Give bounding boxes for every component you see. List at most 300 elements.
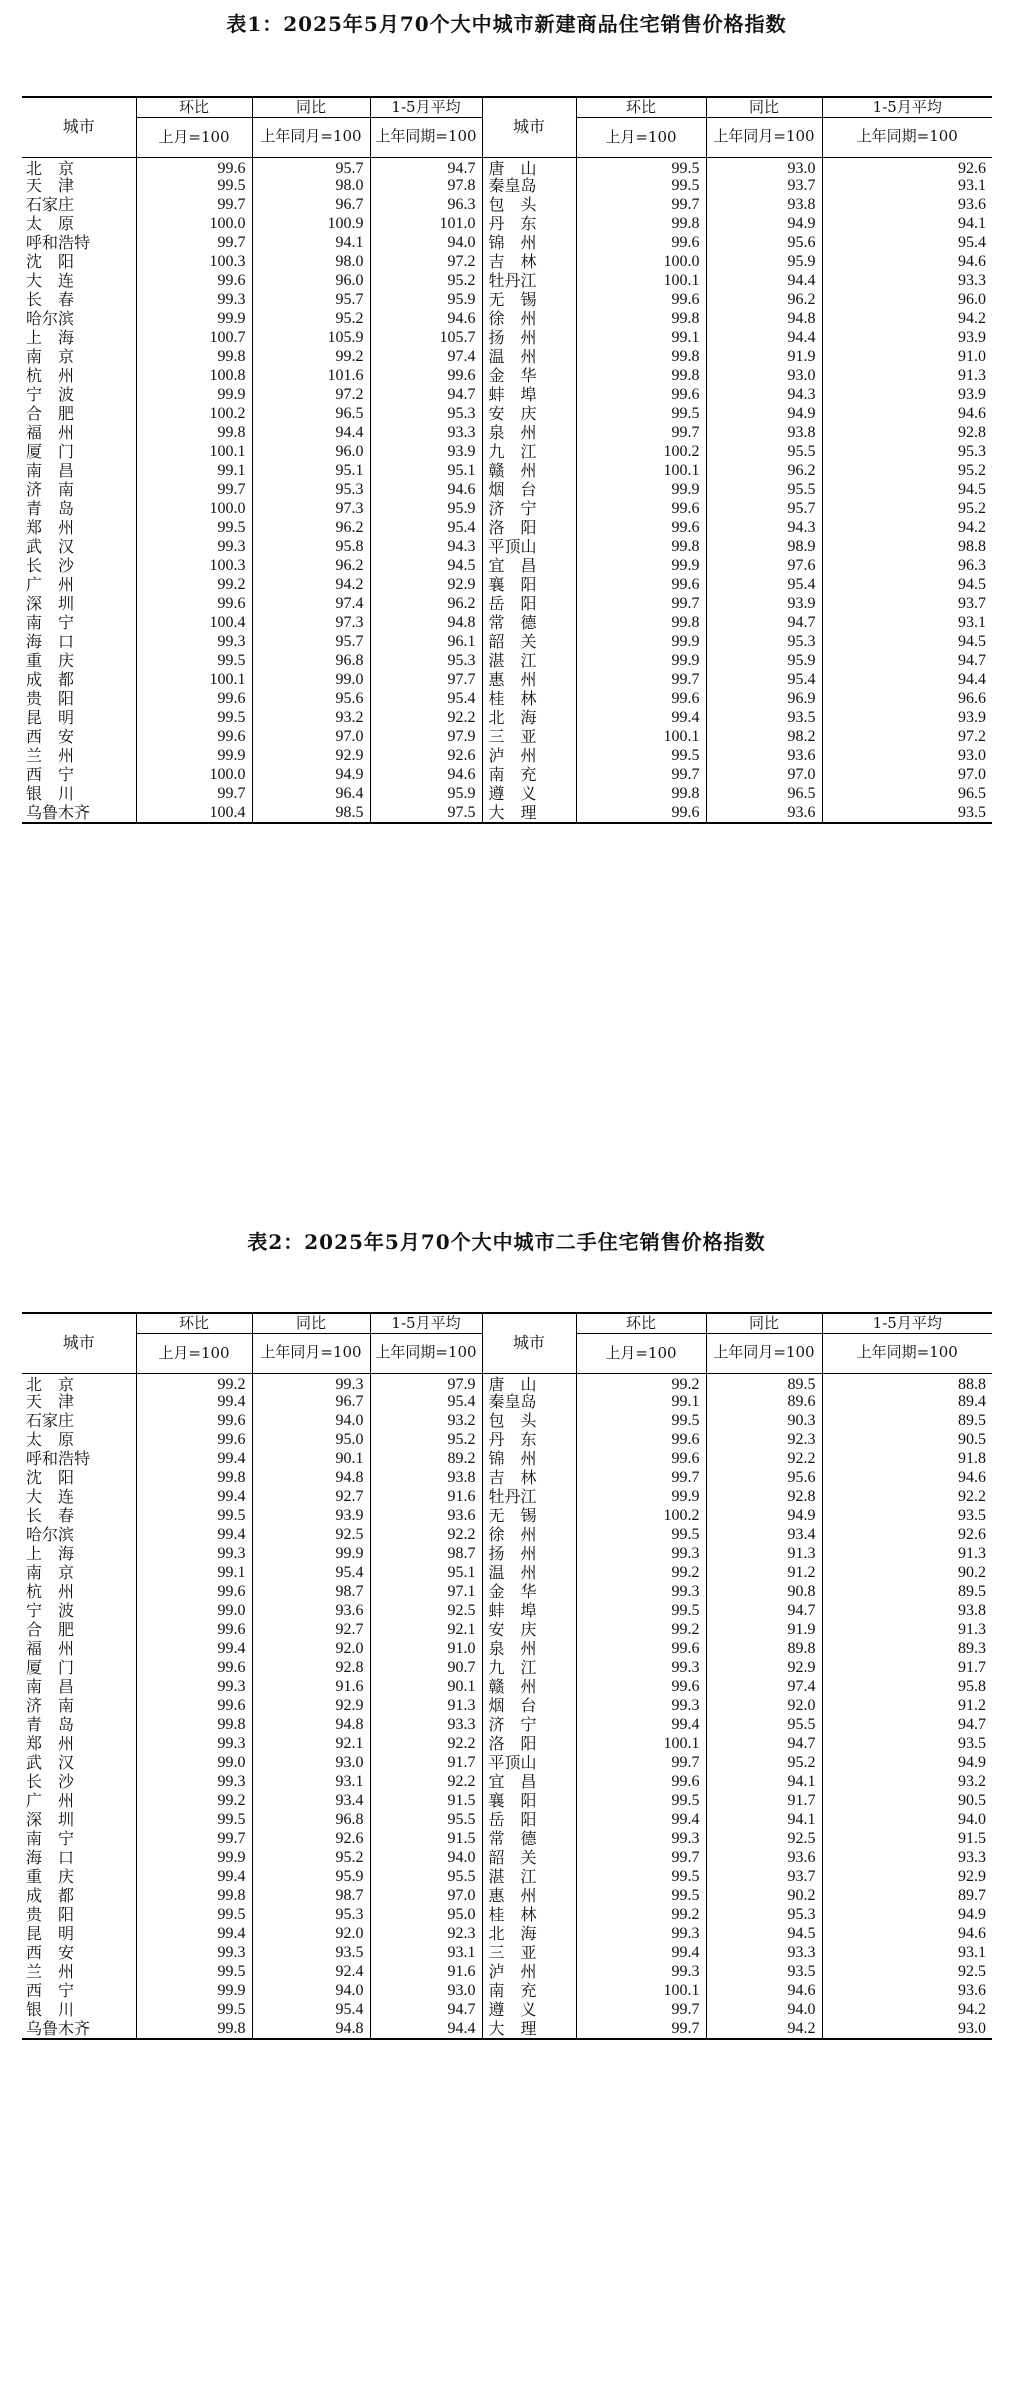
- avg-value: 93.1: [822, 614, 992, 633]
- avg-value: 95.2: [370, 272, 482, 291]
- mom-value: 99.5: [576, 1792, 706, 1811]
- avg-value: 91.3: [822, 1621, 992, 1640]
- mom-value: 99.6: [136, 690, 252, 709]
- city-name: 成 都: [26, 670, 75, 689]
- city-name: 赣 州: [482, 1678, 576, 1697]
- city-name: 北 海: [482, 709, 576, 728]
- yoy-value: 95.3: [706, 1906, 822, 1925]
- city-name: 合 肥: [26, 404, 75, 423]
- avg-value: 91.2: [822, 1697, 992, 1716]
- city-name: 济 南: [26, 480, 75, 499]
- avg-value: 88.8: [822, 1373, 992, 1393]
- mom-value: 99.5: [576, 157, 706, 177]
- yoy-value: 94.0: [252, 1412, 370, 1431]
- yoy-value: 94.9: [706, 1507, 822, 1526]
- mom-value: 100.1: [576, 1982, 706, 2001]
- avg-value: 94.5: [822, 576, 992, 595]
- mom-value: 99.6: [576, 291, 706, 310]
- mom-value: 99.9: [136, 386, 252, 405]
- table-row: [22, 1564, 992, 1583]
- yoy-value: 96.8: [252, 1811, 370, 1830]
- yoy-value: 92.5: [706, 1830, 822, 1849]
- mom-value: 99.7: [576, 196, 706, 215]
- mom-value: 99.8: [576, 538, 706, 557]
- yoy-value: 94.8: [706, 310, 822, 329]
- mom-value: 100.4: [136, 614, 252, 633]
- city-name: 三 亚: [482, 728, 576, 747]
- avg-value: 94.0: [822, 1811, 992, 1830]
- city-name: 上 海: [26, 1544, 75, 1563]
- mom-value: 99.6: [136, 1431, 252, 1450]
- yoy-value: 94.7: [706, 1735, 822, 1754]
- city-name: 太 原: [26, 1430, 75, 1449]
- table-row: [22, 557, 992, 576]
- city-name: 韶 关: [482, 1849, 576, 1868]
- yoy-value: 100.9: [252, 215, 370, 234]
- city-name: 秦皇岛: [482, 1393, 576, 1412]
- yoy-value: 95.5: [706, 443, 822, 462]
- mom-value: 99.4: [576, 1716, 706, 1735]
- mom-value: 99.2: [576, 1373, 706, 1393]
- city-name: 武 汉: [26, 537, 75, 556]
- mom-value: 99.4: [136, 1450, 252, 1469]
- avg-value: 94.2: [822, 519, 992, 538]
- mom-value: 99.7: [136, 1830, 252, 1849]
- city-name: 长 春: [26, 290, 75, 309]
- city-name: 重 庆: [26, 1867, 75, 1886]
- mom-value: 99.9: [136, 1982, 252, 2001]
- table-row: [22, 1393, 992, 1412]
- avg-value: 97.2: [370, 253, 482, 272]
- city-name: 包 头: [482, 1412, 576, 1431]
- city-name: 吉 林: [482, 253, 576, 272]
- avg_base-header: 上年同期=100: [822, 1333, 992, 1373]
- mom-value: 99.5: [136, 709, 252, 728]
- yoy-value: 96.2: [252, 519, 370, 538]
- city-name: 锦 州: [482, 1450, 576, 1469]
- yoy-value: 91.9: [706, 1621, 822, 1640]
- avg-value: 94.9: [822, 1754, 992, 1773]
- yoy-value: 95.7: [252, 633, 370, 652]
- yoy-value: 92.7: [252, 1488, 370, 1507]
- mom-value: 99.1: [136, 1564, 252, 1583]
- table-row: [22, 386, 992, 405]
- yoy-value: 99.2: [252, 348, 370, 367]
- yoy-value: 94.4: [252, 424, 370, 443]
- yoy-value: 96.7: [252, 196, 370, 215]
- yoy-value: 93.6: [252, 1602, 370, 1621]
- avg-value: 93.8: [822, 1602, 992, 1621]
- mom-value: 99.1: [576, 1393, 706, 1412]
- mom-value: 99.6: [576, 576, 706, 595]
- city-name: 银 川: [26, 784, 75, 803]
- mom-value: 99.2: [136, 576, 252, 595]
- yoy-value: 93.9: [252, 1507, 370, 1526]
- avg-value: 91.7: [370, 1754, 482, 1773]
- yoy-value: 95.7: [706, 500, 822, 519]
- mom-value: 99.3: [576, 1925, 706, 1944]
- avg-value: 93.7: [822, 595, 992, 614]
- header-row: [22, 1313, 992, 1333]
- yoy-value: 94.1: [706, 1811, 822, 1830]
- table-row: [22, 1792, 992, 1811]
- city-name: 无 锡: [482, 1507, 576, 1526]
- mom-value: 99.3: [136, 1735, 252, 1754]
- table-row: [22, 177, 992, 196]
- mom-value: 99.5: [136, 2001, 252, 2020]
- avg-value: 95.4: [822, 234, 992, 253]
- mom-value: 100.8: [136, 367, 252, 386]
- avg-value: 94.7: [822, 652, 992, 671]
- city-name: 重 庆: [26, 651, 75, 670]
- avg-value: 93.1: [822, 1944, 992, 1963]
- yoy-value: 98.0: [252, 253, 370, 272]
- mom-value: 99.2: [136, 1792, 252, 1811]
- mom-value: 99.9: [576, 652, 706, 671]
- avg-value: 95.9: [370, 500, 482, 519]
- mom_base-header: 上月=100: [136, 117, 252, 157]
- mom-value: 99.7: [576, 2020, 706, 2039]
- city-name: 烟 台: [482, 1697, 576, 1716]
- yoy-value: 93.3: [706, 1944, 822, 1963]
- mom-value: 99.5: [576, 1412, 706, 1431]
- city-name: 济 宁: [482, 1716, 576, 1735]
- header-row: [22, 97, 992, 117]
- avg-value: 95.0: [370, 1906, 482, 1925]
- avg-value: 95.9: [370, 291, 482, 310]
- table-row: [22, 272, 992, 291]
- avg-value: 93.9: [370, 443, 482, 462]
- yoy-value: 94.1: [706, 1773, 822, 1792]
- yoy-value: 93.7: [706, 177, 822, 196]
- city-name: 南 充: [482, 1982, 576, 2001]
- yoy-value: 93.2: [252, 709, 370, 728]
- mom-value: 99.8: [576, 215, 706, 234]
- avg-value: 95.3: [370, 652, 482, 671]
- city-name: 金 华: [482, 1583, 576, 1602]
- avg-value: 97.9: [370, 728, 482, 747]
- mom-value: 99.7: [136, 196, 252, 215]
- city-name: 扬 州: [482, 329, 576, 348]
- mom-value: 99.8: [136, 1716, 252, 1735]
- city-name: 呼和浩特: [26, 1449, 91, 1468]
- table-row: [22, 1811, 992, 1830]
- avg-value: 89.5: [822, 1583, 992, 1602]
- city-name: 昆 明: [26, 1924, 75, 1943]
- city-name: 长 沙: [26, 1772, 75, 1791]
- table-row: [22, 1469, 992, 1488]
- city-name: 桂 林: [482, 690, 576, 709]
- table-row: [22, 157, 992, 177]
- avg-value: 94.6: [822, 253, 992, 272]
- avg-value: 92.1: [370, 1621, 482, 1640]
- yoy-value: 95.5: [706, 1716, 822, 1735]
- mom-value: 100.3: [136, 253, 252, 272]
- yoy-value: 96.0: [252, 272, 370, 291]
- mom-value: 99.7: [576, 424, 706, 443]
- city-name: 丹 东: [482, 215, 576, 234]
- city-name: 南 宁: [26, 613, 75, 632]
- city-name: 唐 山: [482, 157, 576, 177]
- mom-value: 99.5: [576, 1868, 706, 1887]
- yoy-value: 92.2: [706, 1450, 822, 1469]
- yoy-value: 90.3: [706, 1412, 822, 1431]
- avg-value: 95.2: [370, 1431, 482, 1450]
- city-name: 惠 州: [482, 671, 576, 690]
- avg-value: 91.0: [822, 348, 992, 367]
- yoy-value: 96.9: [706, 690, 822, 709]
- yoy-value: 92.9: [252, 747, 370, 766]
- yoy-value: 97.4: [252, 595, 370, 614]
- avg-value: 92.6: [822, 157, 992, 177]
- mom-value: 100.2: [136, 405, 252, 424]
- city-name: 安 庆: [482, 405, 576, 424]
- mom-value: 99.1: [136, 462, 252, 481]
- yoy-value: 89.8: [706, 1640, 822, 1659]
- avg-value: 92.2: [822, 1488, 992, 1507]
- avg-value: 92.9: [370, 576, 482, 595]
- city-name: 广 州: [26, 1791, 75, 1810]
- yoy-value: 95.3: [252, 481, 370, 500]
- table-row: [22, 1583, 992, 1602]
- mom-value: 99.7: [136, 481, 252, 500]
- table-row: [22, 728, 992, 747]
- table-row: [22, 291, 992, 310]
- avg-value: 97.8: [370, 177, 482, 196]
- city-name: 贵 阳: [26, 1905, 75, 1924]
- mom-value: 99.3: [576, 1659, 706, 1678]
- city-name: 泉 州: [482, 424, 576, 443]
- mom-value: 100.1: [576, 272, 706, 291]
- city-name: 济 南: [26, 1696, 75, 1715]
- table-row: [22, 1659, 992, 1678]
- yoy-value: 98.7: [252, 1887, 370, 1906]
- avg-value: 91.0: [370, 1640, 482, 1659]
- avg-value: 97.0: [822, 766, 992, 785]
- yoy-value: 95.3: [706, 633, 822, 652]
- yoy-value: 90.2: [706, 1887, 822, 1906]
- yoy-value: 98.0: [252, 177, 370, 196]
- mom-value: 99.3: [136, 1944, 252, 1963]
- table-row: [22, 1982, 992, 2001]
- city-name: 宜 昌: [482, 1773, 576, 1792]
- avg-value: 95.2: [822, 500, 992, 519]
- yoy-value: 95.9: [252, 1868, 370, 1887]
- avg-value: 92.6: [370, 747, 482, 766]
- avg-value: 92.3: [370, 1925, 482, 1944]
- avg-value: 93.5: [822, 804, 992, 823]
- avg-value: 94.6: [370, 481, 482, 500]
- city-name: 吉 林: [482, 1469, 576, 1488]
- yoy-value: 94.2: [252, 576, 370, 595]
- mom-value: 99.5: [576, 177, 706, 196]
- mom-value: 99.4: [576, 1811, 706, 1830]
- yoy-value: 92.8: [706, 1488, 822, 1507]
- yoy-value: 94.1: [252, 234, 370, 253]
- yoy-value: 93.5: [706, 709, 822, 728]
- avg-value: 94.7: [370, 157, 482, 177]
- avg-value: 93.0: [822, 2020, 992, 2039]
- yoy-value: 98.2: [706, 728, 822, 747]
- avg-value: 91.3: [822, 1545, 992, 1564]
- yoy-value: 97.3: [252, 614, 370, 633]
- mom-value: 99.0: [136, 1754, 252, 1773]
- mom-value: 99.5: [136, 177, 252, 196]
- yoy-value: 96.5: [252, 405, 370, 424]
- city-name: 银 川: [26, 2000, 75, 2019]
- avg-value: 95.8: [822, 1678, 992, 1697]
- yoy-value: 92.9: [252, 1697, 370, 1716]
- yoy-value: 94.9: [252, 766, 370, 785]
- table-row: [22, 1621, 992, 1640]
- city-name: 哈尔滨: [26, 1525, 75, 1544]
- avg-value: 93.3: [822, 1849, 992, 1868]
- avg-value: 91.3: [822, 367, 992, 386]
- yoy-value: 94.7: [706, 1602, 822, 1621]
- yoy-value: 96.0: [252, 443, 370, 462]
- yoy-value: 95.6: [252, 690, 370, 709]
- yoy-value: 93.4: [252, 1792, 370, 1811]
- yoy-value: 94.4: [706, 329, 822, 348]
- yoy-value: 95.2: [252, 1849, 370, 1868]
- yoy-value: 93.5: [706, 1963, 822, 1982]
- city-name: 唐 山: [482, 1373, 576, 1393]
- table-row: [22, 1431, 992, 1450]
- mom-value: 99.3: [136, 633, 252, 652]
- table-row: [22, 215, 992, 234]
- city-name: 扬 州: [482, 1545, 576, 1564]
- avg-value: 95.3: [822, 443, 992, 462]
- table-row: [22, 766, 992, 785]
- city-name: 贵 阳: [26, 689, 75, 708]
- mom-value: 99.6: [136, 728, 252, 747]
- table-row: [22, 519, 992, 538]
- mom-value: 99.4: [136, 1640, 252, 1659]
- yoy-value: 97.3: [252, 500, 370, 519]
- mom-value: 100.1: [576, 462, 706, 481]
- city-name: 长 春: [26, 1506, 75, 1525]
- yoy-value: 91.6: [252, 1678, 370, 1697]
- avg-value: 89.5: [822, 1412, 992, 1431]
- mom-value: 100.0: [576, 253, 706, 272]
- yoy-value: 93.0: [706, 367, 822, 386]
- mom-value: 99.7: [576, 671, 706, 690]
- avg-value: 91.3: [370, 1697, 482, 1716]
- avg-column-header: 1-5月平均: [822, 97, 992, 117]
- yoy-value: 92.0: [252, 1925, 370, 1944]
- yoy-value: 97.0: [706, 766, 822, 785]
- avg-value: 90.2: [822, 1564, 992, 1583]
- avg-value: 91.8: [822, 1450, 992, 1469]
- avg-value: 91.5: [370, 1792, 482, 1811]
- mom-value: 99.9: [576, 481, 706, 500]
- city-name: 乌鲁木齐: [22, 2020, 136, 2039]
- city-name: 沈 阳: [26, 252, 75, 271]
- avg-value: 92.5: [370, 1602, 482, 1621]
- avg-value: 94.6: [822, 1925, 992, 1944]
- avg-value: 94.0: [370, 234, 482, 253]
- mom-value: 99.6: [576, 386, 706, 405]
- city-name: 北 京: [26, 1374, 75, 1393]
- mom-value: 99.6: [576, 1640, 706, 1659]
- mom-value: 99.1: [576, 329, 706, 348]
- avg-value: 92.2: [370, 1773, 482, 1792]
- city-name: 北 海: [482, 1925, 576, 1944]
- city-column-header: 城市: [22, 97, 136, 157]
- mom-value: 99.7: [576, 2001, 706, 2020]
- avg-value: 96.3: [370, 196, 482, 215]
- yoy-value: 98.7: [252, 1583, 370, 1602]
- city-name: 襄 阳: [482, 1792, 576, 1811]
- avg-value: 93.5: [822, 1507, 992, 1526]
- avg-value: 91.6: [370, 1488, 482, 1507]
- avg-value: 91.5: [370, 1830, 482, 1849]
- mom-value: 99.4: [136, 1868, 252, 1887]
- avg-value: 91.7: [822, 1659, 992, 1678]
- yoy-value: 93.6: [706, 804, 822, 823]
- mom-value: 99.8: [576, 367, 706, 386]
- yoy-value: 93.9: [706, 595, 822, 614]
- table-row: [22, 234, 992, 253]
- avg-value: 93.6: [370, 1507, 482, 1526]
- yoy-value: 99.3: [252, 1373, 370, 1393]
- mom-value: 99.9: [576, 557, 706, 576]
- yoy_base-header: 上年同月=100: [252, 117, 370, 157]
- mom-value: 99.8: [136, 348, 252, 367]
- yoy-value: 95.6: [706, 1469, 822, 1488]
- yoy-value: 99.0: [252, 671, 370, 690]
- avg-value: 98.8: [822, 538, 992, 557]
- avg-value: 94.1: [822, 215, 992, 234]
- yoy-value: 101.6: [252, 367, 370, 386]
- mom-value: 99.9: [576, 1488, 706, 1507]
- mom-value: 99.4: [136, 1925, 252, 1944]
- yoy-value: 93.6: [706, 747, 822, 766]
- city-column-header: 城市: [482, 1313, 576, 1373]
- yoy-value: 94.6: [706, 1982, 822, 2001]
- city-name: 石家庄: [26, 195, 75, 214]
- city-name: 南 昌: [26, 1677, 75, 1696]
- city-name: 岳 阳: [482, 1811, 576, 1830]
- mom-column-header: 环比: [576, 1313, 706, 1333]
- city-name: 沈 阳: [26, 1468, 75, 1487]
- mom-column-header: 环比: [136, 97, 252, 117]
- table-row: [22, 500, 992, 519]
- yoy-value: 94.0: [252, 1982, 370, 2001]
- city-name: 天 津: [26, 176, 75, 195]
- table-row: [22, 1697, 992, 1716]
- table2-resale-housing-index: [22, 1312, 992, 2040]
- city-name: 赣 州: [482, 462, 576, 481]
- yoy-value: 93.7: [706, 1868, 822, 1887]
- yoy-value: 94.4: [706, 272, 822, 291]
- mom-value: 99.3: [576, 1697, 706, 1716]
- yoy-value: 92.5: [252, 1526, 370, 1545]
- mom-value: 99.6: [576, 1431, 706, 1450]
- avg-value: 94.5: [370, 557, 482, 576]
- yoy-value: 98.9: [706, 538, 822, 557]
- city-name: 杭 州: [26, 366, 75, 385]
- yoy-value: 93.4: [706, 1526, 822, 1545]
- avg-column-header: 1-5月平均: [370, 1313, 482, 1333]
- city-name: 南 京: [26, 347, 75, 366]
- avg-column-header: 1-5月平均: [822, 1313, 992, 1333]
- city-name: 锦 州: [482, 234, 576, 253]
- avg-value: 94.7: [822, 1716, 992, 1735]
- table1-title: 表1：2025年5月70个大中城市新建商品住宅销售价格指数: [226, 12, 787, 36]
- mom-value: 99.4: [576, 1944, 706, 1963]
- city-name: 乌鲁木齐: [22, 804, 136, 823]
